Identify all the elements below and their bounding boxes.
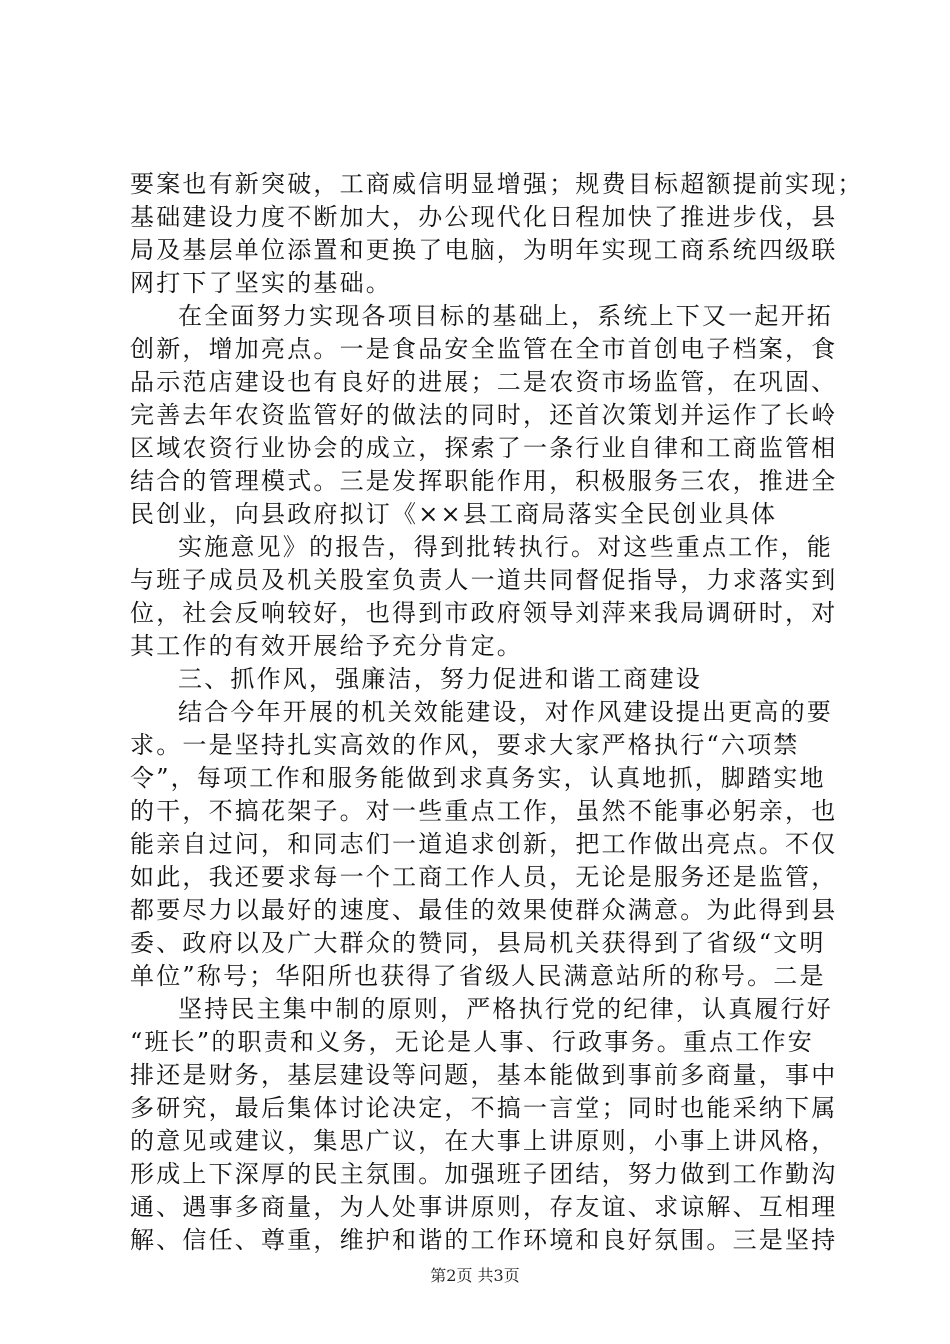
text-line: 解、信任、尊重，维护和谐的工作环境和良好氛围。三是坚持 bbox=[130, 1226, 838, 1254]
text-line: 位，社会反响较好，也得到市政府领导刘萍来我局调研时，对 bbox=[130, 599, 838, 627]
text-line: 完善去年农资监管好的做法的同时，还首次策划并运作了长岭 bbox=[130, 401, 838, 429]
text-line: 其工作的有效开展给予充分肯定。 bbox=[130, 632, 523, 660]
text-line: 令”，每项工作和服务能做到求真务实，认真地抓，脚踏实地 bbox=[130, 764, 826, 792]
section-heading: 三、抓作风，强廉洁，努力促进和谐工商建设 bbox=[178, 665, 702, 693]
text-line: 与班子成员及机关股室负责人一道共同督促指导，力求落实到 bbox=[130, 566, 838, 594]
text-line: 多研究，最后集体讨论决定，不搞一言堂；同时也能采纳下属 bbox=[130, 1094, 838, 1122]
text-line: 的意见或建议，集思广议，在大事上讲原则，小事上讲风格， bbox=[130, 1127, 838, 1155]
text-line: 基础建设力度不断加大，办公现代化日程加快了推进步伐，县 bbox=[130, 203, 838, 231]
text-line: 实施意见》的报告，得到批转执行。对这些重点工作，能 bbox=[178, 533, 833, 561]
text-line: 在全面努力实现各项目标的基础上，系统上下又一起开拓 bbox=[178, 302, 833, 330]
text-line: 形成上下深厚的民主氛围。加强班子团结，努力做到工作勤沟 bbox=[130, 1160, 838, 1188]
text-line: 坚持民主集中制的原则，严格执行党的纪律，认真履行好 bbox=[178, 995, 833, 1023]
text-line: 都要尽力以最好的速度、最佳的效果使群众满意。为此得到县 bbox=[130, 896, 838, 924]
text-line: 要案也有新突破，工商威信明显增强；规费目标超额提前实现； bbox=[130, 170, 864, 198]
text-line: 排还是财务，基层建设等问题，基本能做到事前多商量，事中 bbox=[130, 1061, 838, 1089]
text-line: 的干，不搞花架子。对一些重点工作，虽然不能事必躬亲，也 bbox=[130, 797, 838, 825]
text-line: 通、遇事多商量，为人处事讲原则，存友谊、求谅解、互相理 bbox=[130, 1193, 838, 1221]
text-line: 结合今年开展的机关效能建设，对作风建设提出更高的要 bbox=[178, 698, 833, 726]
text-line: 委、政府以及广大群众的赞同，县局机关获得到了省级“文明 bbox=[130, 929, 826, 957]
text-line: 结合的管理模式。三是发挥职能作用，积极服务三农，推进全 bbox=[130, 467, 838, 495]
text-line: 网打下了坚实的基础。 bbox=[130, 269, 392, 297]
text-line: 品示范店建设也有良好的进展；二是农资市场监管，在巩固、 bbox=[130, 368, 838, 396]
text-line: “班长”的职责和义务，无论是人事、行政事务。重点工作安 bbox=[130, 1028, 814, 1056]
text-line: 单位”称号；华阳所也获得了省级人民满意站所的称号。二是 bbox=[130, 962, 826, 990]
text-line: 区域农资行业协会的成立，探索了一条行业自律和工商监管相 bbox=[130, 434, 838, 462]
text-line: 如此，我还要求每一个工商工作人员，无论是服务还是监管， bbox=[130, 863, 838, 891]
text-line: 局及基层单位添置和更换了电脑，为明年实现工商系统四级联 bbox=[130, 236, 838, 264]
text-line: 求。一是坚持扎实高效的作风，要求大家严格执行“六项禁 bbox=[130, 731, 800, 759]
text-line: 创新，增加亮点。一是食品安全监管在全市首创电子档案，食 bbox=[130, 335, 838, 363]
page-number-footer: 第2页 共3页 bbox=[430, 1266, 520, 1285]
text-line: 民创业，向县政府拟订《××县工商局落实全民创业具体 bbox=[130, 500, 778, 528]
text-line: 能亲自过问，和同志们一道追求创新，把工作做出亮点。不仅 bbox=[130, 830, 838, 858]
document-body bbox=[130, 168, 864, 1257]
